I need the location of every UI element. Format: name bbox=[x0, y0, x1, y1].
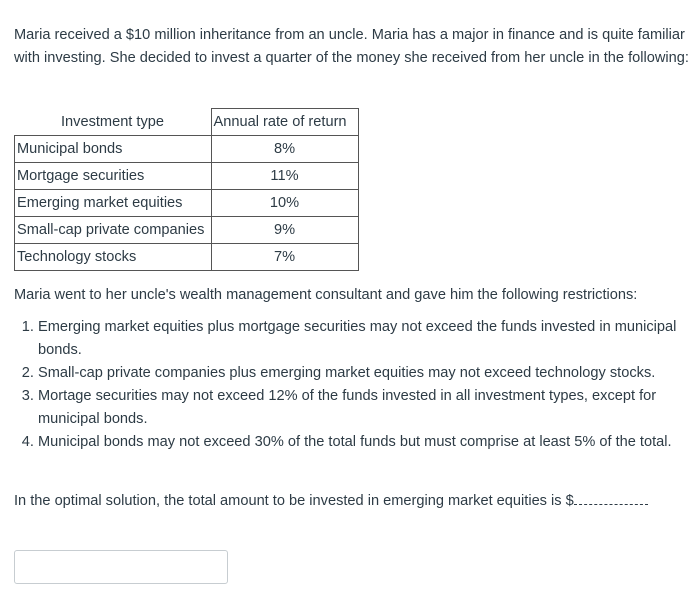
answer-blank bbox=[574, 490, 648, 505]
answer-input[interactable] bbox=[14, 550, 228, 584]
table-row bbox=[15, 136, 359, 163]
question-text: In the optimal solution, the total amount to be invested in emerging market equities is $ bbox=[14, 493, 574, 509]
intro-paragraph: Maria received a $10 million inheritance from an uncle. Maria has a major in finance and is quite familiar with investing. She decided to invest a quarter of the money she received from her uncle in the following: bbox=[14, 27, 689, 66]
investment-type-cell: Small-cap private companies bbox=[15, 217, 212, 244]
rate-cell: 10% bbox=[211, 190, 358, 217]
investment-type-cell: Municipal bonds bbox=[15, 136, 212, 163]
investment-table bbox=[14, 108, 359, 271]
restriction-item: 3. Mortage securities may not exceed 12% of the funds invested in all investment types, except for municipal bonds. bbox=[38, 385, 700, 431]
rate-cell: 7% bbox=[211, 244, 358, 271]
restriction-item: 2. Small-cap private companies plus emerging market equities may not exceed technology stocks. bbox=[38, 362, 700, 385]
table-row bbox=[15, 163, 359, 190]
restrictions-intro: Maria went to her uncle's wealth management consultant and gave him the following restrictions: bbox=[14, 287, 638, 303]
investment-type-cell: Mortgage securities bbox=[15, 163, 212, 190]
header-investment-type: Investment type bbox=[15, 109, 212, 136]
rate-cell: 8% bbox=[211, 136, 358, 163]
table-row bbox=[15, 244, 359, 271]
question-line bbox=[14, 490, 648, 513]
restriction-item: 1. Emerging market equities plus mortgage securities may not exceed the funds invested in municipal bonds. bbox=[38, 316, 700, 362]
restriction-item: 4. Municipal bonds may not exceed 30% of the total funds but must comprise at least 5% of the total. bbox=[38, 431, 700, 454]
table-row bbox=[15, 217, 359, 244]
table-row bbox=[15, 190, 359, 217]
table-header-row bbox=[15, 109, 359, 136]
rate-cell: 9% bbox=[211, 217, 358, 244]
investment-type-cell: Technology stocks bbox=[15, 244, 212, 271]
restrictions-list bbox=[14, 316, 700, 454]
rate-cell: 11% bbox=[211, 163, 358, 190]
investment-type-cell: Emerging market equities bbox=[15, 190, 212, 217]
header-annual-rate: Annual rate of return bbox=[211, 109, 358, 136]
